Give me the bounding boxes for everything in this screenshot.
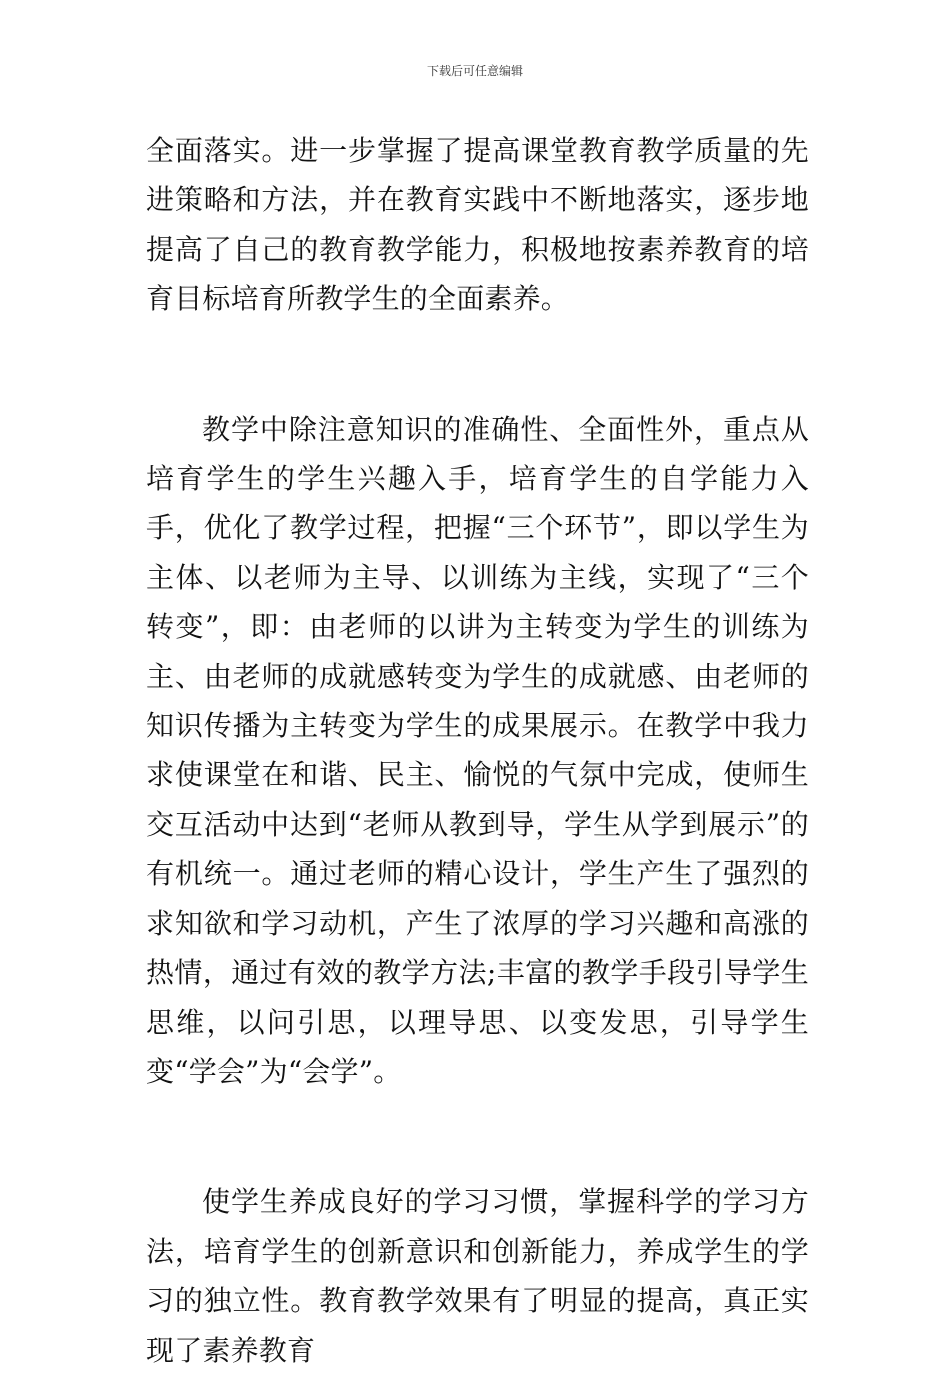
- paragraph-gap: [146, 324, 809, 405]
- paragraph-1: 全面落实。进一步掌握了提高课堂教育教学质量的先进策略和方法，并在教育实践中不断地落实，逐步地提高了自己的教育教学能力，积极地按素养教育的培育目标培育所教学生的全面素养。: [146, 134, 809, 316]
- paragraph-gap: [146, 1096, 809, 1177]
- paragraph-3: 使学生养成良好的学习习惯，掌握科学的学习方法，培育学生的创新意识和创新能力，养成学生的学习的独立性。教育教学效果有了明显的提高，真正实现了素养教育: [146, 1185, 809, 1367]
- document-body: [146, 126, 809, 1375]
- header-note: 下载后可任意编辑: [426, 64, 523, 78]
- paragraph-2: 教学中除注意知识的准确性、全面性外，重点从培育学生的学生兴趣入手，培育学生的自学能力入手，优化了教学过程，把握“三个环节”，即以学生为主体、以老师为主导、以训练为主线，实现了“三个转变”，即：由老师的以讲为主转变为学生的训练为主、由老师的成就感转变为学生的成就感、由老师的知识传播为主转变为学生的成果展示。在教学中我力求使课堂在和谐、民主、愉悦的气氛中完成，使师生交互活动中达到“老师从教到导，学生从学到展示”的有机统一。通过老师的精心设计，学生产生了强烈的求知欲和学习动机，产生了浓厚的学习兴趣和高涨的热情，通过有效的教学方法;丰富的教学手段引导学生思维，以问引思，以理导思、以变发思，引导学生变“学会”为“会学”。: [146, 412, 809, 1088]
